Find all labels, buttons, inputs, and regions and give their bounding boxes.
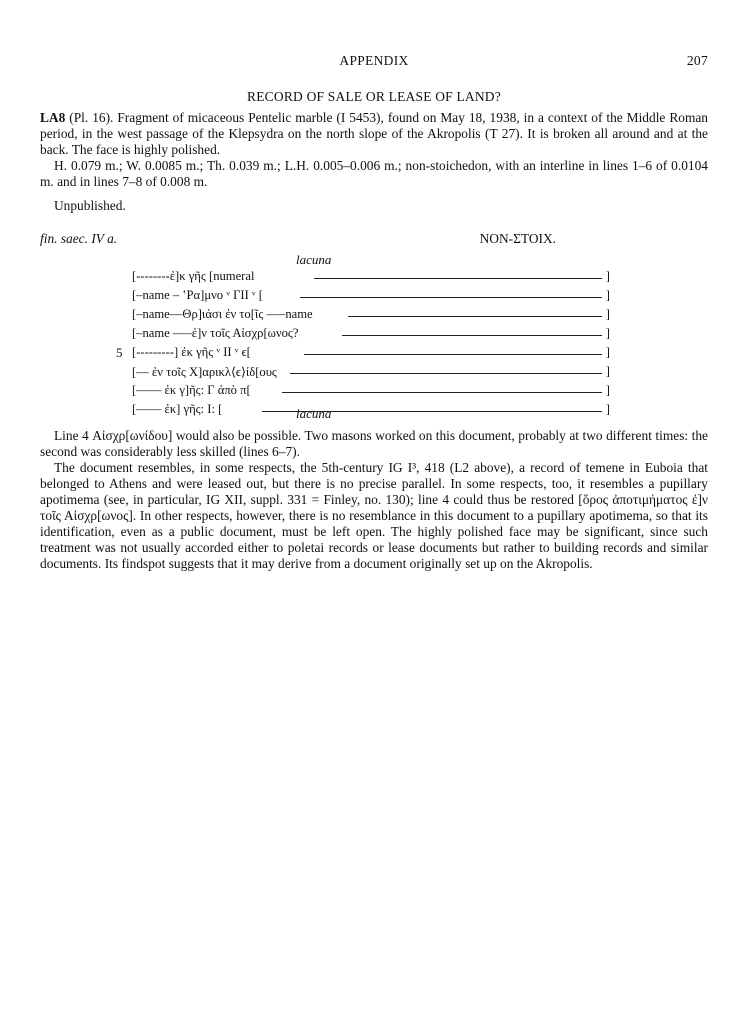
inscription-line-text: [–– ἐν τοῖς Χ]αρικλ⟨ϵ⟩ίδ[ους — [132, 365, 277, 379]
inscription-line-text: [–name––Θρ]ιάσι ἐν το[ῖς –––name — [132, 307, 313, 321]
lacuna-rule — [290, 373, 602, 374]
lacuna-top: lacuna — [296, 252, 332, 267]
inscription-line — [132, 345, 610, 362]
closing-bracket: ] — [605, 364, 610, 378]
closing-bracket: ] — [605, 307, 610, 321]
entry-description — [40, 110, 708, 158]
closing-bracket: ] — [605, 288, 610, 302]
closing-bracket: ] — [605, 345, 610, 359]
closing-bracket: ] — [605, 383, 610, 397]
commentary-paragraph-1: Line 4 Αἰσχρ[ωνίδου] would also be possible. Two masons worked on this document, probably at two different times: the second was considerably less skilled (lines 6–7). — [40, 428, 708, 459]
inscription-line-text: [–name –––ἐ]ν τοῖς Αἰσχρ[ωνος? — [132, 326, 299, 340]
inscription-line — [132, 383, 610, 400]
section-title: RECORD OF SALE OR LEASE OF LAND? — [247, 89, 501, 104]
lacuna-rule — [348, 316, 602, 317]
closing-bracket: ] — [605, 326, 610, 340]
inscription-line — [132, 402, 610, 419]
running-head — [40, 53, 708, 71]
line-number: 5 — [116, 345, 123, 360]
closing-bracket: ] — [605, 269, 610, 283]
running-head-title: APPENDIX — [339, 53, 409, 68]
inscription-line-text: [---------] ἐκ γῆς ᵛ ΙΙ ᵛ ϵ[ — [132, 345, 251, 359]
inscription-line-text: [–––– ἐκ γ]ῆς: Γ ἀπὸ π[ — [132, 383, 251, 397]
inscription-line-text: [–––– ἐκ] γῆς: Ι: [ — [132, 402, 223, 416]
lacuna-rule — [282, 392, 602, 393]
entry-description-text: (Pl. 16). Fragment of micaceous Pentelic marble (I 5453), found on May 18, 1938, in a context of the Middle Roman period, in the west passage of the Klepsydra on the north slope of the Akropolis (T 27). It is broken all around and at the back. The face is highly polished. — [40, 110, 708, 157]
inscription-line-text: [--------ἐ]κ γῆς [numeral — [132, 269, 255, 283]
inscription-line — [132, 326, 610, 343]
entry-id: LA8 — [40, 110, 66, 125]
inscription-line — [132, 307, 610, 324]
lacuna-rule — [314, 278, 602, 279]
inscription-date: fin. saec. IV a. — [40, 231, 118, 246]
lacuna-rule — [342, 335, 602, 336]
entry-publication: Unpublished. — [54, 198, 126, 213]
lacuna-rule — [304, 354, 602, 355]
closing-bracket: ] — [605, 402, 610, 416]
lacuna-bottom: lacuna — [296, 406, 332, 421]
inscription-line-text: [–name – ʽΡα]μνο ᵛ ΓΙΙ ᵛ [ — [132, 288, 263, 302]
commentary-paragraph-2: The document resembles, in some respects, the 5th-century IG I³, 418 (L2 above), a record of temene in Euboia that belonged to Athens and were leased out, but there is no precise parallel. In some respects, too, it resembles a pupillary apotimema (see, in particular, IG XII, suppl. 331 = Finley, no. 130); line 4 could thus be restored [ὅρος ἀποτιμήματος ἐ]ν τοῖς Αἰσχρ[ωνος]. In other respects, however, there is no resemblance in this document to a pupillary apotimema, so that its identification, even as a public document, must be left open. The highly polished face may be significant, since such treatment was not usually accorded either to poletai records or lease documents but rather to building records and similar documents. Its findspot suggests that it may derive from a document originally set up on the Akropolis. — [40, 460, 708, 571]
date-style-row — [40, 231, 708, 249]
inscription-line — [132, 269, 610, 286]
entry-dimensions: H. 0.079 m.; W. 0.0085 m.; Th. 0.039 m.; L.H. 0.005–0.006 m.; non-stoichedon, with an interline in lines 1–6 of 0.0104 m. and in lines 7–8 of 0.008 m. — [40, 158, 708, 189]
page-number: 207 — [686, 53, 708, 68]
inscription-line — [132, 288, 610, 305]
inscription-line — [132, 364, 610, 381]
lacuna-rule — [300, 297, 602, 298]
inscription-style: NON-ΣΤΟΙΧ. — [479, 231, 556, 246]
